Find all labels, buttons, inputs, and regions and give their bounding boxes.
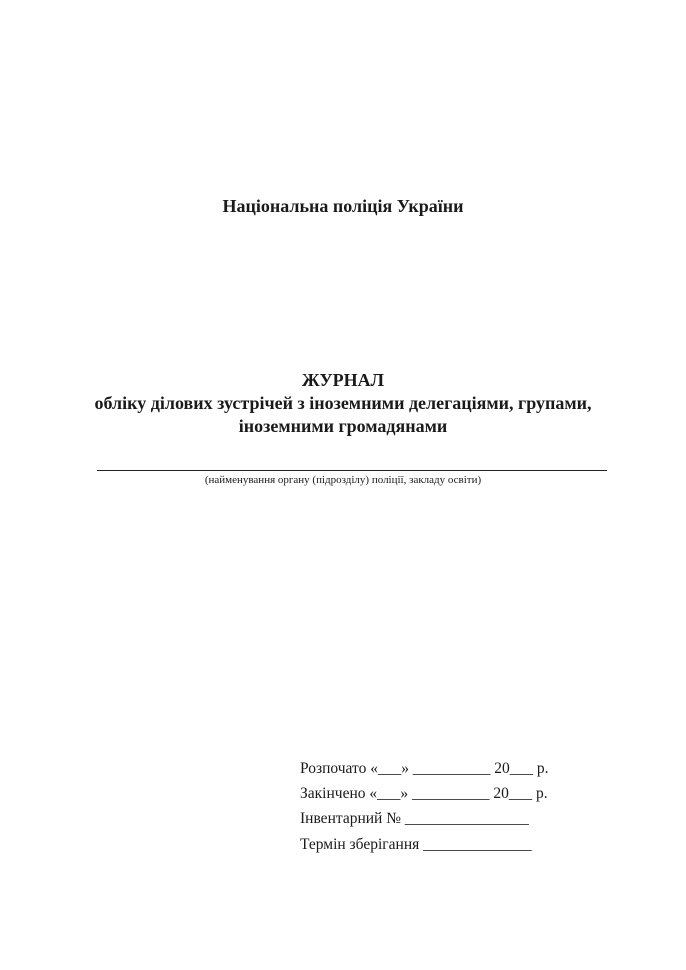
organ-name-caption: (найменування органу (підрозділу) поліції, закладу освіти): [204, 474, 482, 486]
journal-subtitle-line2: іноземними громадянами: [238, 416, 448, 436]
inventory-number-field: Інвентарний № ________________: [300, 810, 529, 827]
journal-subtitle-line1: обліку ділових зустрічей з іноземними делегаціями, групами,: [94, 393, 592, 413]
organ-name-line: [97, 470, 607, 471]
retention-period-field: Термін зберігання ______________: [300, 836, 532, 853]
finished-date-field: Закінчено «___» __________ 20___ р.: [300, 785, 548, 802]
journal-title: ЖУРНАЛ: [301, 370, 385, 390]
started-date-field: Розпочато «___» __________ 20___ р.: [300, 760, 549, 777]
organization-heading: Національна поліція України: [222, 196, 464, 216]
